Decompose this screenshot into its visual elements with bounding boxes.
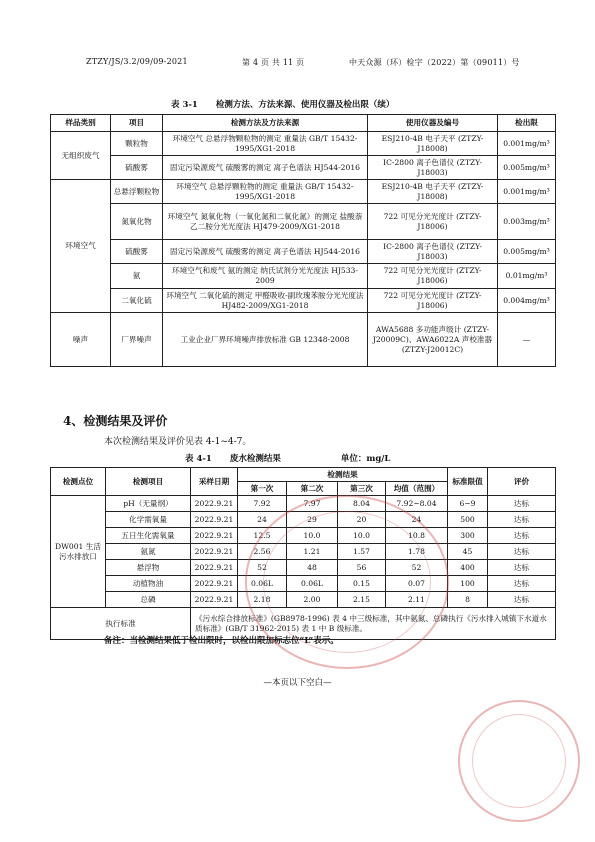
limit-cell: 400 <box>448 560 488 576</box>
table41-caption <box>185 452 390 464</box>
report-number: 中天众源（环）检字（2022）第（09011）号 <box>349 58 520 67</box>
limit-cell: 0.005mg/m³ <box>498 156 556 180</box>
item-cell: 五日生化需氧量 <box>106 528 191 544</box>
r2-cell: 2.00 <box>287 592 338 608</box>
r3-cell: 0.15 <box>338 576 386 592</box>
eval-cell: 达标 <box>488 592 556 608</box>
table-row <box>51 156 556 180</box>
instrument-cell: ESJ210-4B 电子天平 (ZTZY-J18008) <box>368 132 498 156</box>
doc-code: ZTZY/JS/3.2/09/09-2021 <box>86 57 188 66</box>
r2-cell: 29 <box>287 512 338 528</box>
limit-cell: 0.01mg/m³ <box>498 264 556 289</box>
col-header-method: 检测方法及方法来源 <box>163 115 368 132</box>
limit-cell: 6~9 <box>448 496 488 512</box>
col-header-category: 样品类别 <box>51 115 111 132</box>
item-cell: 总悬浮颗粒物 <box>111 180 163 204</box>
eval-cell: 达标 <box>488 576 556 592</box>
col-header-limit: 检出限 <box>498 115 556 132</box>
date-cell: 2022.9.21 <box>191 496 238 512</box>
col-header-r3: 第三次 <box>338 482 386 496</box>
r1-cell: 2.18 <box>238 592 287 608</box>
table31-caption <box>171 98 394 110</box>
eval-cell: 达标 <box>488 512 556 528</box>
instrument-cell: 722 可见分光光度计 (ZTZY-J18006) <box>368 289 498 313</box>
table31-caption-title: 检测方法、方法来源、使用仪器及检出限（续） <box>215 100 395 110</box>
col-header-eval: 评价 <box>488 468 556 496</box>
date-cell: 2022.9.21 <box>191 576 238 592</box>
item-cell: 氨氮 <box>106 544 191 560</box>
avg-cell: 52 <box>386 560 448 576</box>
category-cell: 噪声 <box>51 313 111 367</box>
item-cell: 氨 <box>111 264 163 289</box>
r1-cell: 52 <box>238 560 287 576</box>
date-cell: 2022.9.21 <box>191 560 238 576</box>
r1-cell: 0.06L <box>238 576 287 592</box>
col-header-item: 项目 <box>111 115 163 132</box>
table41-caption-no: 表 4-1 <box>185 454 212 464</box>
limit-cell: 0.004mg/m³ <box>498 289 556 313</box>
official-seal <box>458 700 580 822</box>
r2-cell: 10.0 <box>287 528 338 544</box>
col-header-item: 检测项目 <box>106 468 191 496</box>
date-cell: 2022.9.21 <box>191 544 238 560</box>
r3-cell: 8.04 <box>338 496 386 512</box>
table-row <box>51 180 556 204</box>
remark: 备注：当检测结果低于检出限时，以检出限加标志位“L”表示。 <box>104 636 339 646</box>
limit-cell: 300 <box>448 528 488 544</box>
limit-cell: 0.005mg/m³ <box>498 240 556 264</box>
avg-cell: 0.07 <box>386 576 448 592</box>
table-row <box>51 204 556 240</box>
item-cell: 硫酸雾 <box>111 240 163 264</box>
section-heading: 4、检测结果及评价 <box>63 414 168 428</box>
method-cell: 环境空气 总悬浮颗粒物的测定 重量法 GB/T 15432-1995/XG1-2018 <box>163 180 368 204</box>
r3-cell: 1.57 <box>338 544 386 560</box>
col-header-results: 检测结果 <box>238 468 448 482</box>
col-header-avg: 均值（范围） <box>386 482 448 496</box>
col-header-limit: 标准限值 <box>448 468 488 496</box>
category-cell: 环境空气 <box>51 180 111 313</box>
official-seal <box>245 495 449 669</box>
table41-caption-unit: 单位：mg/L <box>340 454 391 464</box>
limit-cell: 0.003mg/m³ <box>498 204 556 240</box>
col-header-instrument: 使用仪器及编号 <box>368 115 498 132</box>
table41-caption-title: 废水检测结果 <box>229 454 281 464</box>
table41-header-row <box>51 468 556 482</box>
avg-cell: 2.11 <box>386 592 448 608</box>
limit-cell: 500 <box>448 512 488 528</box>
r2-cell: 0.06L <box>287 576 338 592</box>
table-row <box>51 313 556 367</box>
table-row <box>51 289 556 313</box>
seal-inner-ring <box>472 714 566 808</box>
instrument-cell: IC-2800 离子色谱仪 (ZTZY-J18003) <box>368 240 498 264</box>
methods-table <box>50 114 556 367</box>
method-cell: 环境空气 总悬浮物颗粒物的测定 重量法 GB/T 15432-1995/XG1-2018 <box>163 132 368 156</box>
limit-cell: 0.001mg/m³ <box>498 180 556 204</box>
r3-cell: 20 <box>338 512 386 528</box>
method-cell: 环境空气和废气 氨的测定 纳氏试剂分光光度法 HJ533-2009 <box>163 264 368 289</box>
method-cell: 固定污染源废气 硫酸雾的测定 离子色谱法 HJ544-2016 <box>163 240 368 264</box>
item-cell: 化学需氧量 <box>106 512 191 528</box>
r1-cell: 12.5 <box>238 528 287 544</box>
limit-cell: — <box>498 313 556 367</box>
item-cell: 硫酸雾 <box>111 156 163 180</box>
instrument-cell: 722 可见分光光度计 (ZTZY-J18006) <box>368 264 498 289</box>
item-cell: 悬浮物 <box>106 560 191 576</box>
date-cell: 2022.9.21 <box>191 528 238 544</box>
limit-cell: 45 <box>448 544 488 560</box>
seal-inner-ring <box>263 511 431 653</box>
limit-cell: 100 <box>448 576 488 592</box>
category-cell: 无组织废气 <box>51 132 111 180</box>
method-cell: 环境空气 氮氧化物（一氧化氮和二氧化氮）的测定 盐酸萘乙二胺分光光度法 HJ479-2009/XG1-2018 <box>163 204 368 240</box>
col-header-r2: 第二次 <box>287 482 338 496</box>
point-cell: DW001 生活污水排放口 <box>51 496 106 608</box>
limit-cell: 8 <box>448 592 488 608</box>
r1-cell: 2.56 <box>238 544 287 560</box>
item-cell: 动植物油 <box>106 576 191 592</box>
col-header-point: 检测点位 <box>51 468 106 496</box>
eval-cell: 达标 <box>488 528 556 544</box>
col-header-date: 采样日期 <box>191 468 238 496</box>
col-header-r1: 第一次 <box>238 482 287 496</box>
item-cell: 二氧化硫 <box>111 289 163 313</box>
avg-cell: 7.92~8.04 <box>386 496 448 512</box>
item-cell: 颗粒物 <box>111 132 163 156</box>
item-cell: 氮氧化物 <box>111 204 163 240</box>
page-end-mark: —本页以下空白— <box>263 678 332 688</box>
standard-label: 执行标准 <box>51 608 191 640</box>
r3-cell: 56 <box>338 560 386 576</box>
date-cell: 2022.9.21 <box>191 512 238 528</box>
r3-cell: 2.15 <box>338 592 386 608</box>
item-cell: 总磷 <box>106 592 191 608</box>
section-intro: 本次检测结果及评价见表 4-1~4-7。 <box>104 437 252 447</box>
r3-cell: 10.0 <box>338 528 386 544</box>
r1-cell: 7.92 <box>238 496 287 512</box>
instrument-cell: AWA5688 多功能声级计 (ZTZY-J20009C)、AWA6022A 声校准器 (ZTZY-J20012C) <box>368 313 498 367</box>
item-cell: pH（无量纲） <box>106 496 191 512</box>
date-cell: 2022.9.21 <box>191 592 238 608</box>
instrument-cell: IC-2800 离子色谱仪 (ZTZY-J18003) <box>368 156 498 180</box>
page-info: 第 4 页 共 11 页 <box>242 58 305 67</box>
r2-cell: 48 <box>287 560 338 576</box>
eval-cell: 达标 <box>488 496 556 512</box>
r2-cell: 1.21 <box>287 544 338 560</box>
limit-cell: 0.001mg/m³ <box>498 132 556 156</box>
eval-cell: 达标 <box>488 544 556 560</box>
method-cell: 工业企业厂界环境噪声排放标准 GB 12348-2008 <box>163 313 368 367</box>
table31-caption-no: 表 3-1 <box>171 100 198 110</box>
table31-header-row <box>51 115 556 132</box>
eval-cell: 达标 <box>488 560 556 576</box>
instrument-cell: 722 可见分光光度计 (ZTZY-J18006) <box>368 204 498 240</box>
method-cell: 固定污染源废气 硫酸雾的测定 离子色谱法 HJ544-2016 <box>163 156 368 180</box>
r2-cell: 7.97 <box>287 496 338 512</box>
avg-cell: 1.78 <box>386 544 448 560</box>
avg-cell: 10.8 <box>386 528 448 544</box>
table-row <box>51 132 556 156</box>
table-row <box>51 240 556 264</box>
r1-cell: 24 <box>238 512 287 528</box>
avg-cell: 24 <box>386 512 448 528</box>
method-cell: 环境空气 二氧化硫的测定 甲醛吸收-副玫瑰苯胺分光光度法 HJ482-2009/XG1-2018 <box>163 289 368 313</box>
table-row <box>51 264 556 289</box>
standard-text: 《污水综合排放标准》(GB8978-1996) 表 4 中三级标准，其中氨氮、总磷执行《污水排入城镇下水道水质标准》(GB/T 31962-2015) 表 1 中 B 级标准。 <box>191 608 556 640</box>
instrument-cell: ESJ210-4B 电子天平 (ZTZY-J18008) <box>368 180 498 204</box>
item-cell: 厂界噪声 <box>111 313 163 367</box>
